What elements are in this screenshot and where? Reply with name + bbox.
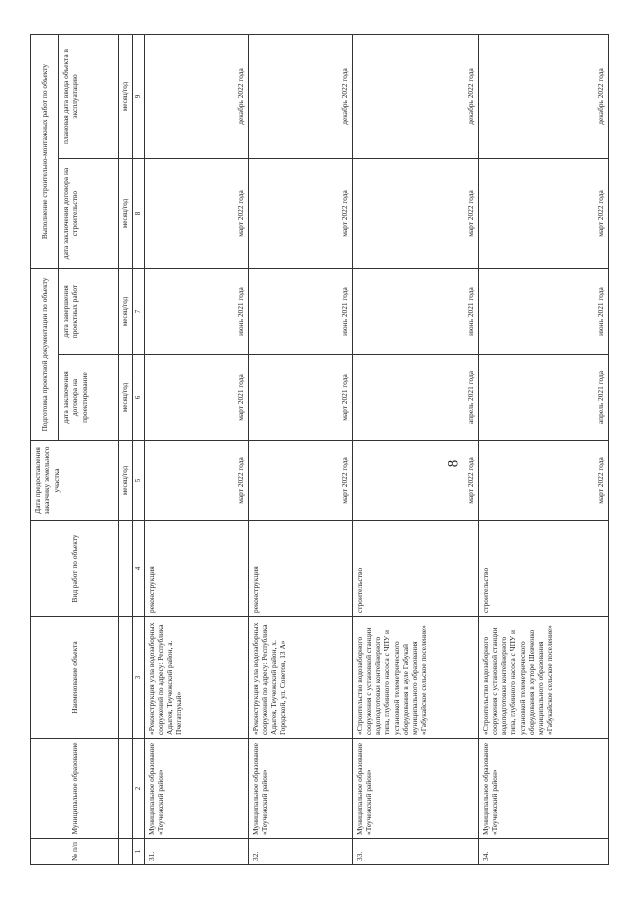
header-row-1 xyxy=(31,34,59,864)
row-object: «Реконструкция узла водозаборных сооружений по адресу: Республика Адыгея, Теучежский район, а. Пчегатлукай» xyxy=(144,617,248,739)
row-design-finish: июнь 2021 года xyxy=(144,269,248,355)
row-municipality: Муниципальное образование «Теучежский район» xyxy=(144,739,248,839)
row-work-type: реконструкция xyxy=(248,521,352,617)
header-commissioning: плановая дата ввода объекта в эксплуатацию xyxy=(59,34,119,158)
unit-cell: месяц/год xyxy=(119,269,133,355)
row-design-contract: март 2021 года xyxy=(144,355,248,441)
row-land-date: март 2022 года xyxy=(144,441,248,521)
column-number: 1 xyxy=(132,839,144,865)
row-commissioning: декабрь 2022 года xyxy=(144,34,248,158)
row-num: 32. xyxy=(248,839,352,865)
row-num: 33. xyxy=(352,839,478,865)
column-number: 3 xyxy=(132,617,144,739)
unit-cell: месяц/год xyxy=(119,34,133,158)
header-design-group: Подготовка проектной документации по объекту xyxy=(31,269,59,441)
column-number-row xyxy=(132,34,144,864)
header-work-type: Вид работ по объекту xyxy=(31,521,119,617)
page-number: 8 xyxy=(445,459,462,468)
row-num: 31. xyxy=(144,839,248,865)
construction-schedule-table xyxy=(30,34,609,865)
row-object: «Строительство водозаборного сооружения с установкой станции водоподготовки контейнерного типа, глубинного насоса с ЧПУ и установкой телеметрического оборудования в ауле Габукай муниципального образования «Габукайское сельское поселение» xyxy=(352,617,478,739)
unit-cell: месяц/год xyxy=(119,441,133,521)
table-row xyxy=(352,34,478,864)
column-number: 6 xyxy=(132,355,144,441)
column-number: 9 xyxy=(132,34,144,158)
unit-cell: месяц/год xyxy=(119,159,133,269)
row-land-date: март 2022 года xyxy=(248,441,352,521)
row-commissioning: декабрь 2022 года xyxy=(478,34,608,158)
unit-cell: месяц/год xyxy=(119,355,133,441)
row-construction-contract: март 2022 года xyxy=(144,159,248,269)
row-design-finish: июнь 2021 года xyxy=(248,269,352,355)
column-number: 2 xyxy=(132,739,144,839)
row-design-contract: апрель 2021 года xyxy=(478,355,608,441)
column-number: 4 xyxy=(132,521,144,617)
row-commissioning: декабрь 2022 года xyxy=(248,34,352,158)
row-construction-contract: март 2022 года xyxy=(352,159,478,269)
header-construction-contract: дата заключения договора на строительство xyxy=(59,159,119,269)
row-commissioning: декабрь 2022 года xyxy=(352,34,478,158)
header-land-date: Дата предоставления заказчику земельного участка xyxy=(31,441,119,521)
header-construction-group: Выполнение строительно-монтажных работ по объекту xyxy=(31,34,59,268)
header-design-finish: дата завершения проектных работ xyxy=(59,269,119,355)
row-work-type: строительство xyxy=(478,521,608,617)
row-construction-contract: март 2022 года xyxy=(478,159,608,269)
row-municipality: Муниципальное образование «Теучежский район» xyxy=(478,739,608,839)
row-land-date: март 2022 года xyxy=(478,441,608,521)
header-design-contract: дата заключения договора на проектирование xyxy=(59,355,119,441)
rotated-table-container xyxy=(30,35,606,865)
row-design-finish: июнь 2021 года xyxy=(478,269,608,355)
column-number: 5 xyxy=(132,441,144,521)
column-number: 7 xyxy=(132,269,144,355)
header-municipality: Муниципальное образование xyxy=(31,739,119,839)
table-row xyxy=(478,34,608,864)
row-design-contract: апрель 2021 года xyxy=(352,355,478,441)
row-object: «Строительство водозаборного сооружения с установкой станции водоподготовки контейнерного типа, глубинного насоса с ЧПУ и установкой телеметрического оборудования в хуторе Шевченко муниципального образования «Габукайское сельское поселение» xyxy=(478,617,608,739)
table-row xyxy=(248,34,352,864)
header-object: Наименование объекта xyxy=(31,617,119,739)
row-design-contract: март 2021 года xyxy=(248,355,352,441)
row-work-type: строительство xyxy=(352,521,478,617)
row-land-date: март 2022 года xyxy=(352,441,478,521)
header-num: № п/п xyxy=(31,839,119,865)
table-row xyxy=(144,34,248,864)
row-design-finish: июнь 2021 года xyxy=(352,269,478,355)
unit-row xyxy=(119,34,133,864)
row-construction-contract: март 2022 года xyxy=(248,159,352,269)
row-work-type: реконструкция xyxy=(144,521,248,617)
row-municipality: Муниципальное образование «Теучежский район» xyxy=(248,739,352,839)
row-num: 34. xyxy=(478,839,608,865)
row-municipality: Муниципальное образование «Теучежский район» xyxy=(352,739,478,839)
row-object: «Реконструкция узла водозаборных сооружений по адресу: Республика Адыгея, Теучежский район, х. Городской, ул. Советов, 13 А» xyxy=(248,617,352,739)
column-number: 8 xyxy=(132,159,144,269)
